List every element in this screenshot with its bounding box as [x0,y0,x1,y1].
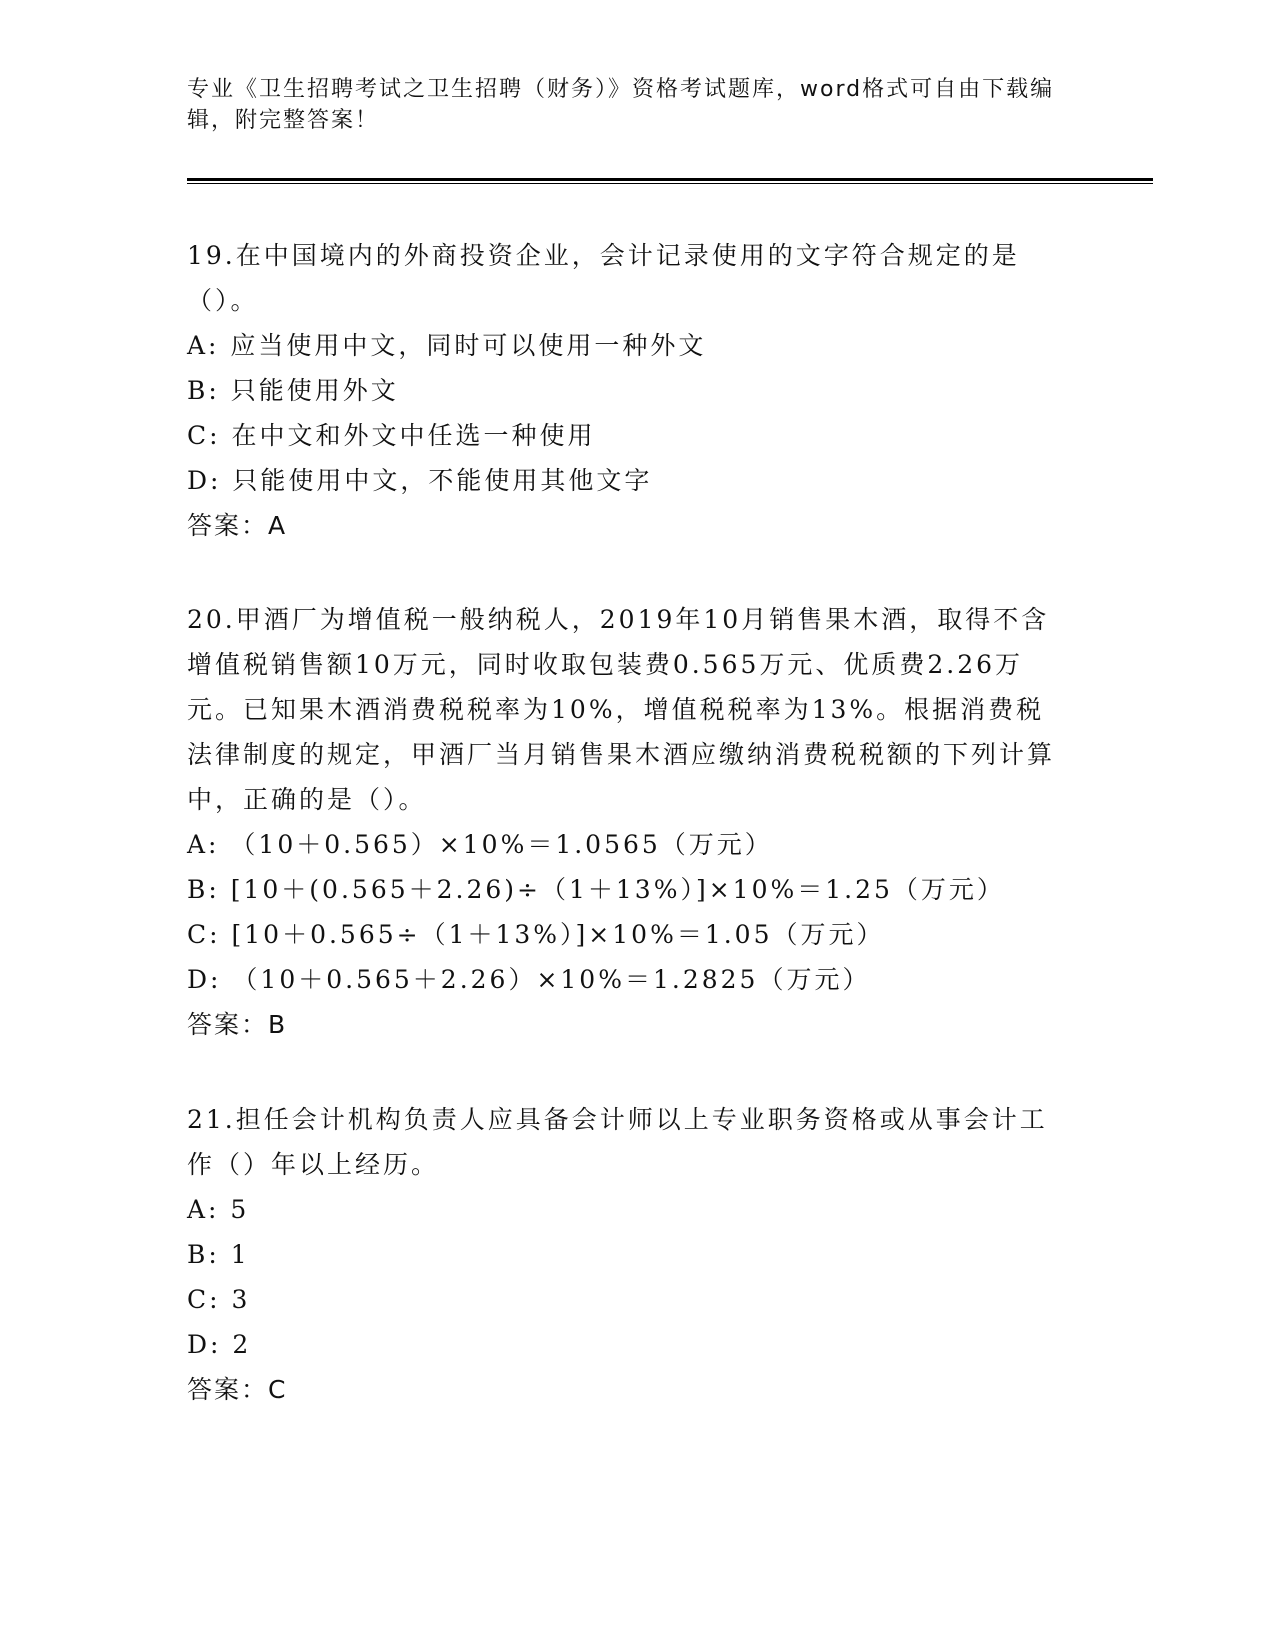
option-a: A: 5 [187,1195,250,1224]
answer-line: 答案：A [187,511,288,540]
question-21 [187,1097,1067,1412]
option-c: C: 在中文和外文中任选一种使用 [187,421,596,450]
option-a: A: （10＋0.565）×10%＝1.0565（万元） [187,830,773,859]
answer-line: 答案：B [187,1010,288,1039]
option-d: D: 只能使用中文，不能使用其他文字 [187,466,653,495]
option-a: A: 应当使用中文，同时可以使用一种外文 [187,331,707,360]
question-19 [187,233,1067,548]
header-divider-thin [187,183,1153,184]
option-d: D: 2 [187,1330,252,1359]
option-b: B: 1 [187,1240,250,1269]
question-20 [187,597,1067,1047]
question-stem: 20.甲酒厂为增值税一般纳税人，2019年10月销售果木酒，取得不含增值税销售额10万元，同时收取包装费0.565万元、优质费2.26万元。已知果木酒消费税税率为10%，增值税税率为13%。根据消费税法律制度的规定，甲酒厂当月销售果木酒应缴纳消费税税额的下列计算中，正确的是（）。 [187,605,1056,814]
question-stem: 21.担任会计机构负责人应具备会计师以上专业职务资格或从事会计工作（）年以上经历。 [187,1105,1048,1179]
option-b: B: 只能使用外文 [187,376,399,405]
option-c: C: 3 [187,1285,251,1314]
option-c: C: [10＋0.565÷（1＋13%）]×10%＝1.05（万元） [187,920,885,949]
question-stem: 19.在中国境内的外商投资企业，会计记录使用的文字符合规定的是（）。 [187,241,1020,315]
option-b: B: [10＋(0.565＋2.26)÷（1＋13%）]×10%＝1.25（万元） [187,875,1005,904]
page-header: 专业《卫生招聘考试之卫生招聘（财务）》资格考试题库，word格式可自由下载编辑，附完整答案！ [187,77,1055,133]
answer-line: 答案：C [187,1375,288,1404]
header-divider-thick [187,178,1153,181]
option-d: D: （10＋0.565＋2.26）×10%＝1.2825（万元） [187,965,871,994]
